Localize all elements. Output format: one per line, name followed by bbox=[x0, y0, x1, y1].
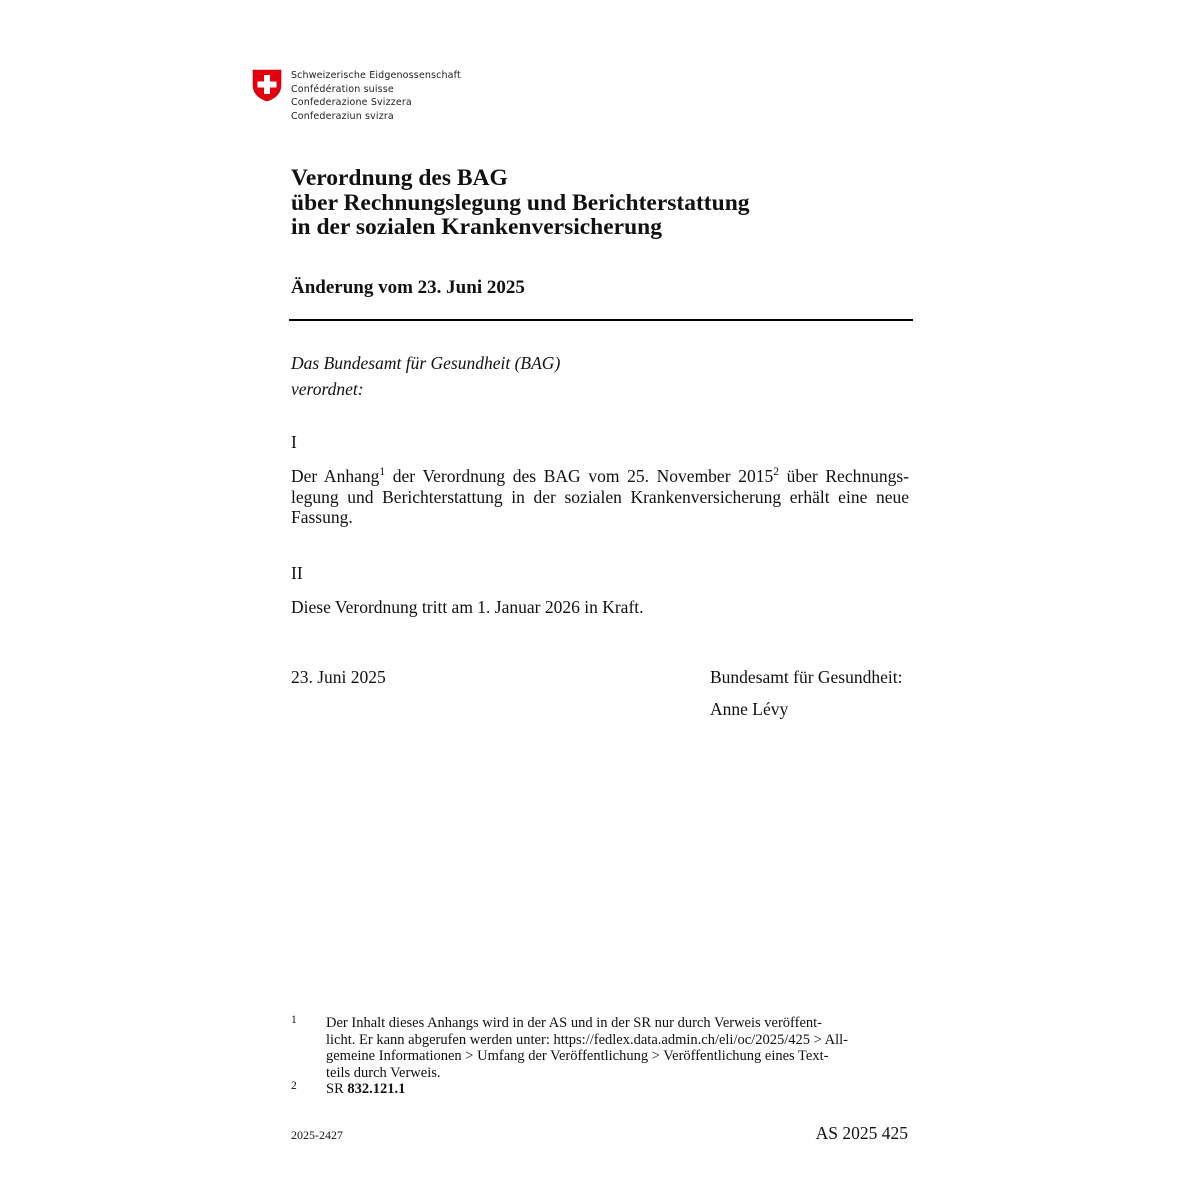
agency-names bbox=[291, 69, 461, 123]
footnote-2 bbox=[291, 1081, 909, 1098]
signature-name: Anne Lévy bbox=[710, 699, 789, 719]
agency-name-fr: Confédération suisse bbox=[291, 83, 394, 95]
document-title bbox=[291, 166, 750, 240]
agency-name-it: Confederazione Svizzera bbox=[291, 97, 412, 109]
preamble-line: verordnet: bbox=[291, 379, 364, 399]
footnote-ref-2[interactable]: 2 bbox=[773, 466, 779, 479]
footnote-prefix: SR bbox=[326, 1081, 348, 1097]
title-line: Verordnung des BAG bbox=[291, 165, 508, 191]
footnote-line: Der Inhalt dieses Anhangs wird in der AS und in der SR nur durch Verweis veröffent- bbox=[326, 1015, 822, 1031]
agency-name-de: Schweizerische Eidgenossenschaft bbox=[291, 70, 461, 81]
as-reference: AS 2025 425 bbox=[815, 1123, 908, 1143]
section-ii-line-1: Diese Verordnung tritt am 1. Januar 2026 in Kraft. bbox=[291, 597, 644, 617]
footnote-1 bbox=[291, 1015, 909, 1081]
text-fragment: über Rechnungs- bbox=[778, 466, 909, 486]
section-number-i: I bbox=[291, 432, 297, 452]
sr-number: 832.121.1 bbox=[347, 1081, 406, 1097]
title-line: in der sozialen Krankenversicherung bbox=[291, 214, 662, 240]
section-number-ii: II bbox=[291, 563, 303, 583]
federal-header bbox=[252, 69, 461, 123]
text-fragment: der Verordnung des BAG vom 25. November 2015 bbox=[385, 466, 774, 486]
footnotes bbox=[291, 1015, 909, 1098]
signature-office: Bundesamt für Gesundheit: bbox=[710, 667, 903, 687]
footnote-ref-1[interactable]: 1 bbox=[379, 466, 386, 479]
agency-name-rm: Confederaziun svizra bbox=[291, 110, 394, 122]
document-number: 2025-2427 bbox=[291, 1128, 343, 1142]
footnote-line: gemeine Informationen > Umfang der Veröffentlichung > Veröffentlichung eines Text- bbox=[326, 1048, 829, 1064]
preamble bbox=[291, 350, 560, 402]
section-i-line-1 bbox=[291, 466, 909, 487]
title-line: über Rechnungslegung und Berichterstattung bbox=[291, 189, 750, 216]
footnote-line bbox=[326, 1081, 909, 1098]
section-i-line-3: Fassung. bbox=[291, 507, 353, 527]
preamble-line: Das Bundesamt für Gesundheit (BAG) bbox=[291, 353, 561, 373]
section-i-line-2: legung und Berichterstattung in der sozialen Krankenversicherung erhält eine neue bbox=[291, 486, 909, 507]
signature-date: 23. Juni 2025 bbox=[291, 667, 386, 687]
footnote-line: licht. Er kann abgerufen werden unter: https://fedlex.data.admin.ch/eli/oc/2025/425 > All- bbox=[326, 1031, 848, 1048]
footnote-number: 2 bbox=[291, 1080, 297, 1092]
section-i-text bbox=[291, 466, 909, 528]
footnote-line: teils durch Verweis. bbox=[326, 1064, 441, 1081]
swiss-cross-icon bbox=[252, 69, 282, 102]
title-divider bbox=[289, 319, 913, 321]
text-fragment: Der Anhang bbox=[291, 466, 380, 486]
footnote-number: 1 bbox=[291, 1014, 297, 1026]
amendment-date: Änderung vom 23. Juni 2025 bbox=[291, 277, 525, 298]
section-ii-text bbox=[291, 597, 909, 618]
